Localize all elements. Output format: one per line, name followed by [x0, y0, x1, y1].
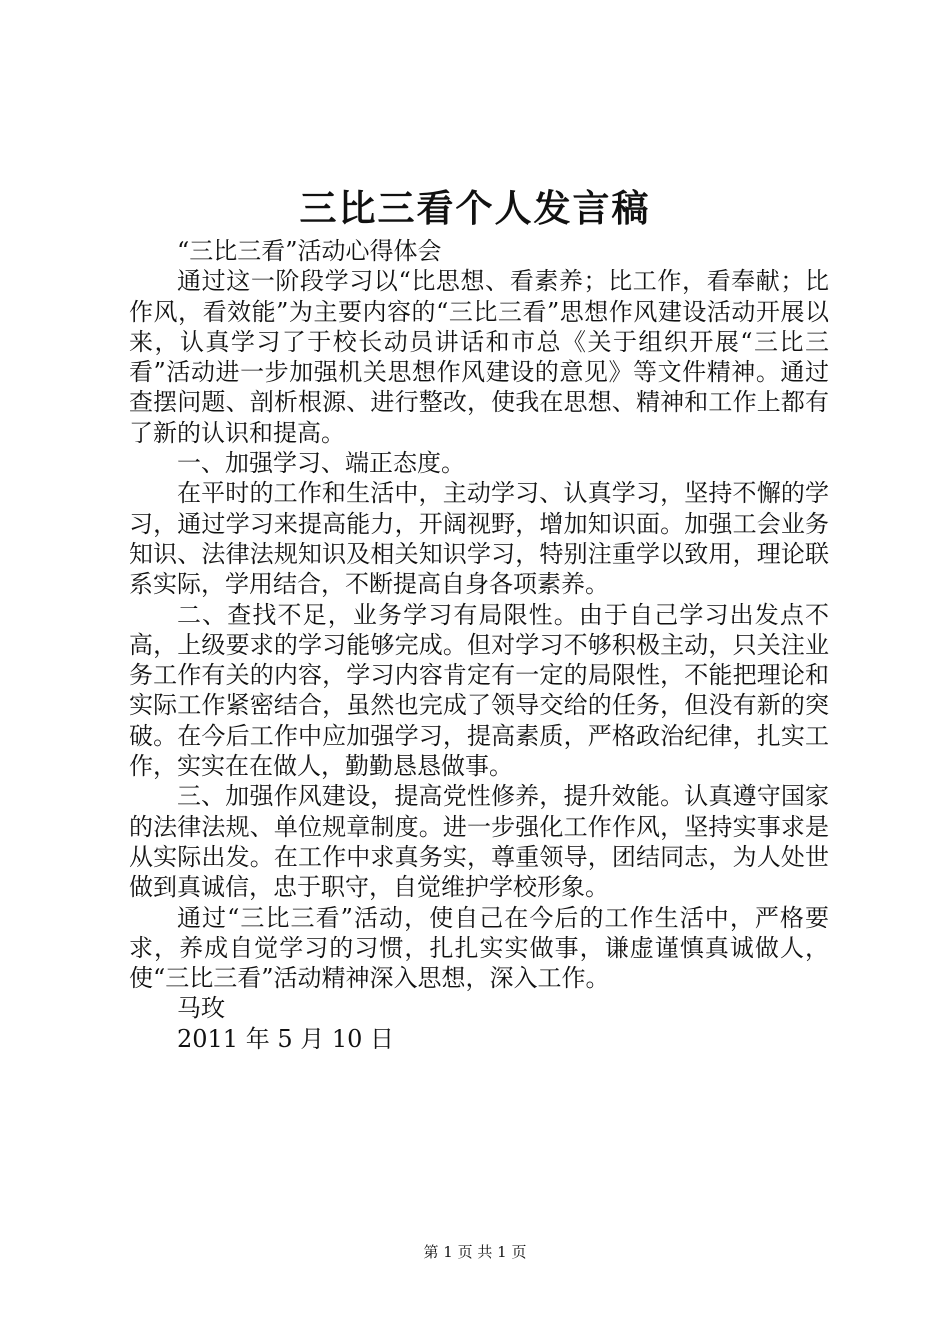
paragraph-conclusion: 通过“三比三看”活动，使自己在今后的工作生活中，严格要求，养成自觉学习的习惯，扎扎实实做事，谦虚谨慎真诚做人，使“三比三看”活动精神深入思想，深入工作。	[129, 903, 829, 993]
document-date: 2011 年 5 月 10 日	[177, 1024, 395, 1053]
paragraph-intro: 通过这一阶段学习以“比思想、看素养；比工作，看奉献；比作风，看效能”为主要内容的“三比三看”思想作风建设活动开展以来，认真学习了于校长动员讲话和市总《关于组织开展“三比三看”活动进一步加强机关思想作风建设的意见》等文件精神。通过查摆问题、剖析根源、进行整改，使我在思想、精神和工作上都有了新的认识和提高。	[129, 267, 829, 447]
author-name: 马玫	[177, 994, 225, 1023]
paragraph-subtitle: “三比三看”活动心得体会	[177, 237, 442, 265]
page-footer: 第 1 页 共 1 页	[423, 1243, 527, 1261]
paragraph-section-2: 二、查找不足，业务学习有局限性。由于自己学习出发点不高，上级要求的学习能够完成。但对学习不够积极主动，只关注业务工作有关的内容，学习内容肯定有一定的局限性，不能把理论和实际工作紧密结合，虽然也完成了领导交给的任务，但没有新的突破。在今后工作中应加强学习，提高素质，严格政治纪律，扎实工作，实实在在做人，勤勤恳恳做事。	[129, 600, 829, 781]
paragraph-section-1: 在平时的工作和生活中，主动学习、认真学习，坚持不懈的学习，通过学习来提高能力，开阔视野，增加知识面。加强工会业务知识、法律法规知识及相关知识学习，特别注重学以致用，理论联系实际，学用结合，不断提高自身各项素养。	[129, 479, 829, 599]
section-heading-1: 一、加强学习、端正态度。	[177, 449, 465, 478]
document-body	[129, 236, 829, 1054]
paragraph-section-3: 三、加强作风建设，提高党性修养，提升效能。认真遵守国家的法律法规、单位规章制度。进一步强化工作作风，坚持实事求是从实际出发。在工作中求真务实，尊重领导，团结同志，为人处世做到真诚信，忠于职守，自觉维护学校形象。	[129, 782, 829, 902]
document-title: 三比三看个人发言稿	[299, 186, 651, 230]
